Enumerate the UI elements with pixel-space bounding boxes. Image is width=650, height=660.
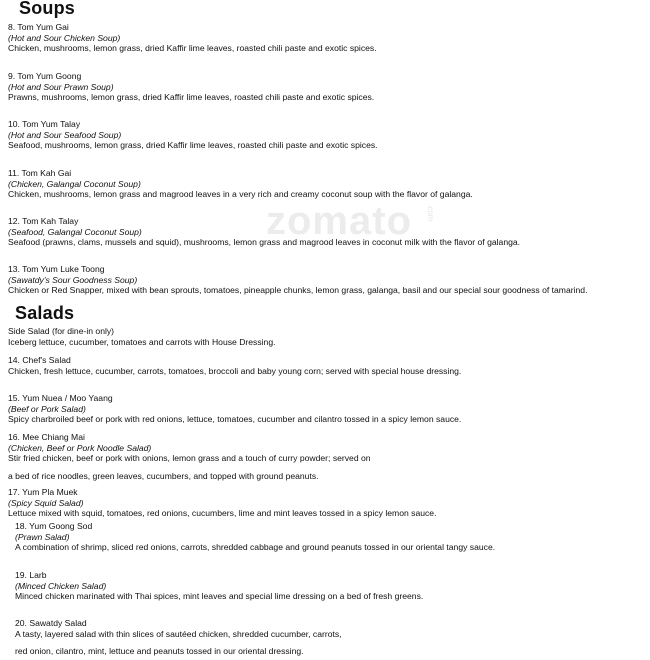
item-subtitle: (Seafood, Galangal Coconut Soup): [8, 226, 142, 237]
item-description: Spicy charbroiled beef or pork with red onions, lettuce, tomatoes, cucumber and cilantro tossed in a spicy lemon sauce.: [8, 414, 462, 424]
item-subtitle: (Spicy Squid Salad): [8, 497, 84, 508]
item-name: 20. Sawatdy Salad: [15, 618, 87, 628]
item-subtitle: (Sawatdy's Sour Goodness Soup): [8, 274, 138, 285]
item-name: 10. Tom Yum Talay: [8, 119, 81, 129]
item-description: Chicken, fresh lettuce, cucumber, carrots, tomatoes, broccoli and baby young corn; served with special house dressing.: [8, 365, 462, 376]
watermark: zomato: [266, 199, 412, 243]
item-description: Prawns, mushrooms, lemon grass, dried Kaffir lime leaves, roasted chili paste and exotic spices.: [8, 92, 375, 102]
item-description: Stir fried chicken, beef or pork with onions, lemon grass and a touch of curry powder; served on: [8, 453, 371, 463]
item-description: Iceberg lettuce, cucumber, tomatoes and carrots with House Dressing.: [8, 336, 276, 347]
item-subtitle: (Chicken, Beef or Pork Noodle Salad): [8, 442, 152, 453]
item-description: Seafood (prawns, clams, mussels and squid), mushrooms, lemon grass and magrood leaves in coconut milk with the flavor of galanga.: [8, 237, 521, 247]
soup-item: [8, 216, 520, 248]
salad-item: [8, 393, 461, 425]
soup-item: [8, 168, 473, 200]
item-description-cont: a bed of rice noodles, green leaves, cucumbers, and topped with ground peanuts.: [8, 470, 319, 481]
item-description: Chicken, mushrooms, lemon grass and magrood leaves in a very rich and creamy coconut soup with the flavor of galanga.: [8, 189, 473, 199]
item-description: A combination of shrimp, sliced red onions, carrots, shredded cabbage and ground peanuts tossed in our oriental tangy sauce.: [15, 542, 496, 552]
item-subtitle: (Prawn Salad): [15, 531, 70, 542]
item-name: 15. Yum Nuea / Moo Yaang: [8, 393, 113, 403]
item-name: 12. Tom Kah Talay: [8, 216, 79, 226]
salad-item: [15, 570, 423, 602]
item-name: 13. Tom Yum Luke Toong: [8, 264, 105, 274]
salad-item: [15, 521, 495, 553]
soup-item: [8, 22, 377, 54]
item-name: 18. Yum Goong Sod: [15, 521, 93, 531]
salad-item: [8, 355, 461, 376]
item-subtitle: (Hot and Sour Seafood Soup): [8, 129, 122, 140]
item-description: A tasty, layered salad with thin slices of sautéed chicken, shredded cucumber, carrots,: [15, 628, 342, 639]
item-subtitle: (Hot and Sour Prawn Soup): [8, 81, 114, 92]
soups-heading: Soups: [19, 0, 76, 18]
item-name: 11. Tom Kah Gai: [8, 168, 72, 178]
salad-item: [8, 326, 276, 347]
salad-item: [8, 432, 371, 481]
item-subtitle: (Minced Chicken Salad): [15, 580, 107, 591]
salads-heading: Salads: [15, 303, 75, 323]
soup-item: [8, 71, 374, 103]
item-name: 9. Tom Yum Goong: [8, 71, 82, 81]
item-subtitle: (Chicken, Galangal Coconut Soup): [8, 178, 141, 189]
item-subtitle: (Hot and Sour Chicken Soup): [8, 32, 121, 43]
item-description: Chicken or Red Snapper, mixed with bean sprouts, tomatoes, pineapple chunks, lemon grass, galanga, basil and our special sour goodness of tamarind.: [8, 285, 588, 295]
item-subtitle: (Beef or Pork Salad): [8, 403, 86, 414]
soup-item: [8, 264, 587, 296]
watermark-suffix: .com: [426, 204, 435, 222]
salad-item: [15, 618, 342, 657]
item-description: Seafood, mushrooms, lemon grass, dried Kaffir lime leaves, roasted chili paste and exotic spices.: [8, 140, 378, 150]
item-description-cont: red onion, cilantro, mint, lettuce and peanuts tossed in our oriental dressing.: [15, 646, 304, 656]
item-name: 16. Mee Chiang Mai: [8, 432, 85, 442]
soup-item: [8, 119, 378, 151]
item-name: 19. Larb: [15, 570, 47, 580]
item-description: Chicken, mushrooms, lemon grass, dried Kaffir lime leaves, roasted chili paste and exotic spices.: [8, 43, 377, 53]
item-name: 14. Chef's Salad: [8, 355, 71, 365]
item-description: Lettuce mixed with squid, tomatoes, red onions, cucumbers, lime and mint leaves tossed in a spicy lemon sauce.: [8, 508, 437, 518]
item-name: 17. Yum Pla Muek: [8, 487, 78, 497]
item-description: Minced chicken marinated with Thai spices, mint leaves and special lime dressing on a bed of fresh greens.: [15, 591, 424, 601]
item-name: Side Salad (for dine-in only): [8, 326, 115, 336]
item-name: 8. Tom Yum Gai: [8, 22, 69, 32]
salad-item: [8, 487, 436, 519]
